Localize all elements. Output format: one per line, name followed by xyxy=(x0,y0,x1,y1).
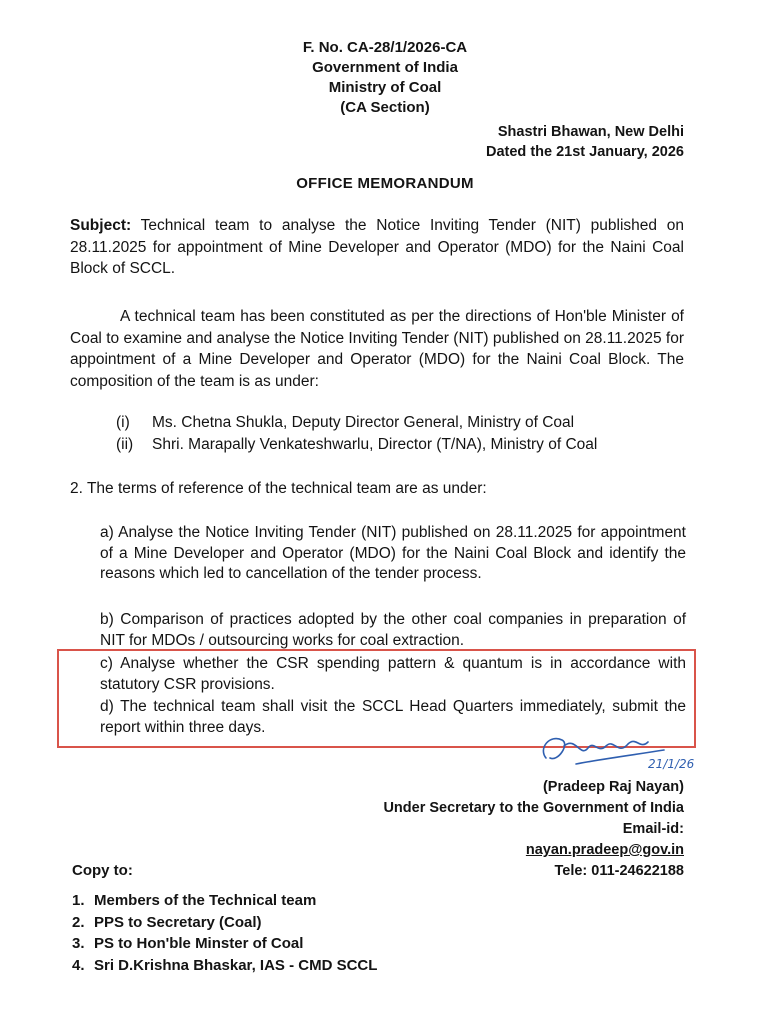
copy-number: 4. xyxy=(72,956,85,974)
copy-text: PPS to Secretary (Coal) xyxy=(94,913,262,931)
letter-header xyxy=(0,38,770,118)
copy-text: Members of the Technical team xyxy=(94,892,317,909)
copy-number: 1. xyxy=(72,892,85,909)
copy-number: 3. xyxy=(72,935,85,952)
copy-text: PS to Hon'ble Minster of Coal xyxy=(94,935,304,952)
list-item xyxy=(72,933,377,955)
list-item xyxy=(72,912,377,934)
section-name: (CA Section) xyxy=(340,99,430,116)
member-number: (ii) xyxy=(116,435,134,453)
email-line xyxy=(383,819,684,861)
location: Shastri Bhawan, New Delhi xyxy=(497,124,684,140)
copy-number: 2. xyxy=(72,913,85,931)
signatory-name: (Pradeep Raj Nayan) xyxy=(542,779,684,795)
subject-text: Technical team to analyse the Notice Inviting Tender (NIT) published on 28.11.2025 for appointment of Mine Developer and Operator (MDO) for the Naini Coal Block of SCCL. xyxy=(70,217,685,277)
signature-date: 21/1/26 xyxy=(648,757,695,771)
member-text: Ms. Chetna Shukla, Deputy Director General, Ministry of Coal xyxy=(152,414,575,431)
member-text: Shri. Marapally Venkateshwarlu, Director (T/NA), Ministry of Coal xyxy=(152,435,598,453)
ministry-name: Ministry of Coal xyxy=(328,79,442,96)
handwritten-signature xyxy=(536,728,706,776)
subject-paragraph xyxy=(70,215,684,280)
email-label: Email-id: xyxy=(622,821,684,837)
telephone: Tele: 011-24622188 xyxy=(554,863,684,879)
subject-label: Subject: xyxy=(70,217,132,234)
terms-heading: 2. The terms of reference of the technical team are as under: xyxy=(70,480,487,497)
place-date-block xyxy=(486,122,684,162)
copy-text: Sri D.Krishna Bhaskar, IAS - CMD SCCL xyxy=(94,956,378,974)
list-item xyxy=(116,434,686,456)
term-d: d) The technical team shall visit the SCCL Head Quarters immediately, submit the report within three days. xyxy=(100,698,686,736)
signatory-designation: Under Secretary to the Government of India xyxy=(383,800,684,816)
signature-block xyxy=(383,777,684,882)
memo-title: OFFICE MEMORANDUM xyxy=(296,175,474,192)
intro-paragraph: A technical team has been constituted as per the directions of Hon'ble Minister of Coal to examine and analyse the Notice Inviting Tender (NIT) published on 28.11.2025 for appointment of a Mine Developer and Operator (MDO) for the Naini Coal Block. The composition of the team is as under: xyxy=(70,308,684,390)
list-item xyxy=(72,890,377,912)
member-number: (i) xyxy=(116,414,130,431)
email-link[interactable]: nayan.pradeep@gov.in xyxy=(525,842,684,858)
file-number: F. No. CA-28/1/2026-CA xyxy=(302,39,468,56)
list-item xyxy=(116,412,686,434)
team-members-list xyxy=(116,412,686,455)
copy-to-heading: Copy to: xyxy=(72,862,133,879)
term-c: c) Analyse whether the CSR spending pattern & quantum is in accordance with statutory CSR provisions. xyxy=(100,655,686,693)
government-name: Government of India xyxy=(312,59,458,76)
term-b: b) Comparison of practices adopted by the other coal companies in preparation of NIT for MDOs / outsourcing works for coal extraction. xyxy=(100,611,686,649)
date: Dated the 21st January, 2026 xyxy=(486,144,684,160)
list-item xyxy=(72,955,377,977)
copy-to-list xyxy=(72,890,377,976)
term-a: a) Analyse the Notice Inviting Tender (NIT) published on 28.11.2025 for appointment of a Mine Developer and Operator (MDO) for the Naini Coal Block and identify the reasons which led to cancellation of the tender process. xyxy=(100,524,686,582)
